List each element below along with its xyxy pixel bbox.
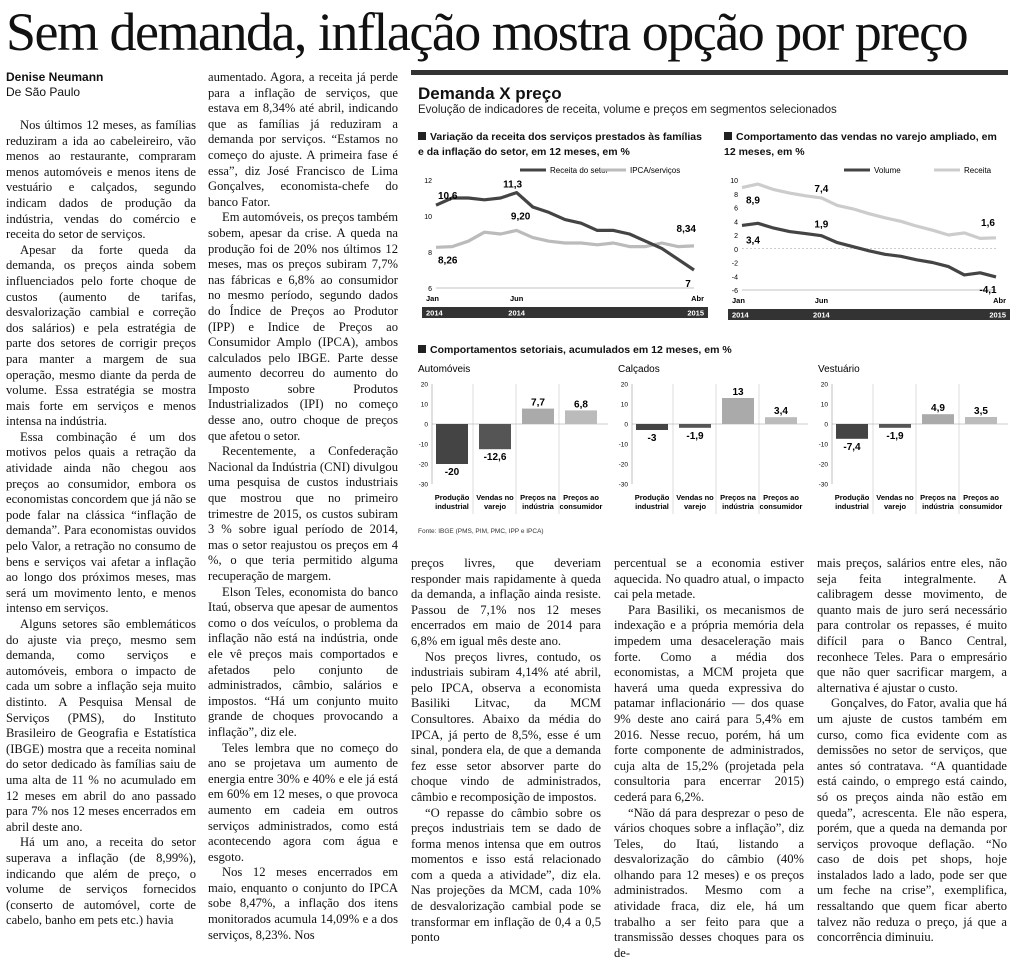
bar	[722, 398, 754, 424]
data-label: 8,26	[438, 255, 458, 267]
category-label: industrial	[435, 502, 469, 511]
y-tick-label: -6	[731, 288, 738, 295]
byline	[6, 70, 196, 100]
data-label: 3,4	[746, 235, 760, 247]
bar	[522, 409, 554, 424]
bar-value-label: -7,4	[843, 441, 861, 453]
category-label: Vendas no	[476, 493, 514, 502]
bar-value-label: -1,9	[686, 430, 704, 442]
paragraph: preços livres, que deveriam responder mais rapidamente à queda da demanda, a inflação ainda resiste. Passou de 7,1% nos 12 meses encerrados em maio de 2014 para 6,8% em igual mês deste ano.	[411, 556, 601, 648]
paragraph: “Não dá para desprezar o peso de vários choques sobre a inflação”, diz Teles, do Itaú, listando a desvalorização do câmbio (40% olhando para 12 meses) e os preços administrados. Mesmo com a atividade fraca, diz ele, há um trabalho a ser feito para que a transmissão desses choques para os de-	[614, 805, 804, 960]
paragraph: Gonçalves, do Fator, avalia que há um ajuste de custos também em curso, como fica evidente com as demissões no setor de serviços, que antes só contratava. “A quantidade está caindo, o emprego está caindo, só os preços ainda não estão em queda”, acrescenta. Ele não espera, porém, que a queda na demanda por serviços provoque deflação. “No caso de dois pet shops, hoje instalados lado a lado, pode ser que um feche na crise”, exemplifica, ressaltando que quem ficar aberto talvez não reduza o preço, já que a concorrência diminuiu.	[817, 696, 1007, 945]
category-label: indústria	[522, 502, 554, 511]
headline: Sem demanda, inflação mostra opção por preço	[6, 2, 968, 62]
category-label: Preços ao	[563, 493, 599, 502]
paragraph: Elson Teles, economista do banco Itaú, observa que apesar de aumentos como o dos veículos, o problema da inflação não está na indústria, onde ele vê preços mais comportados e afetados pelo conjunto de administrados, câmbio, salários e impostos. “Há um conjunto muito grande de choques provocando a inflação”, diz ele.	[208, 584, 398, 739]
year-bar	[728, 309, 1010, 320]
y-tick-label: 8	[428, 250, 432, 257]
x-year-label: 2014	[813, 310, 830, 320]
bar	[765, 417, 797, 424]
y-tick-label: 10	[730, 178, 738, 185]
category-label: indústria	[922, 502, 954, 511]
bar	[922, 414, 954, 424]
y-tick-label: 8	[734, 191, 738, 199]
bar-value-label: 13	[732, 387, 744, 398]
bar-chart-sectors	[418, 360, 1010, 526]
category-label: industrial	[635, 502, 669, 511]
data-label: 1,9	[814, 219, 829, 231]
category-label: Preços ao	[763, 493, 799, 502]
chart-source: Fonte: IBGE (PMS, PIM, PMC, IPP e IPCA)	[418, 528, 544, 535]
y-tick-label: 20	[620, 381, 628, 389]
paragraph: aumentado. Agora, a receita já perde para a inflação de serviços, que estava em 8,34% até abril, indicando que as famílias já reduziram a demanda por serviços. “Estamos no começo do ajuste. A primeira fase é essa”, diz José Francisco de Lima Gonçalves, economista-chefe do banco Fator.	[208, 70, 398, 209]
chart-subtitle: Evolução de indicadores de receita, volume e preços em segmentos selecionados	[418, 104, 837, 116]
category-label: consumidor	[759, 502, 803, 511]
bar-value-label: 6,8	[574, 399, 588, 411]
x-year-label: 2014	[508, 308, 525, 318]
paragraph: Há um ano, a receita do setor superava a inflação (de 8,99%), indicando que além de preço, o volume de serviços fornecidos (conserto de automóvel, corte de cabelo, banho em pets etc.) havia	[6, 835, 196, 928]
category-label: Preços na	[920, 493, 956, 502]
bar-value-label: -3	[647, 433, 657, 444]
column-2	[208, 70, 398, 943]
year-bar	[422, 307, 708, 318]
y-tick-label: 0	[424, 421, 428, 429]
legend-label: Receita do setor	[550, 166, 609, 175]
paragraph: Em automóveis, os preços também sobem, apesar da crise. A queda na produção foi de 20% nos últimos 12 meses, mas os preços subiram 7,7% nas fábricas e 6,8% ao consumidor no mesmo período, segundo dados do Índice de Preços ao Produtor (IPP) e Indice de Preços ao Consumidor Amplo (IPCA), ambos calculados pelo IBGE. Parte desse aumento decorreu do aumento do Imposto sobre Produtos Industrializados (IPI) no começo desse ano, outro choque de preços que afetou o setor.	[208, 210, 398, 443]
x-tick-label: Jan	[732, 296, 745, 305]
y-tick-label: 20	[820, 381, 828, 389]
data-label: -4,1	[979, 284, 997, 296]
y-tick-label: 4	[734, 219, 738, 227]
category-label: consumidor	[959, 502, 1003, 511]
data-label: 7	[685, 279, 691, 290]
paragraph: percentual se a economia estiver aquecida. No quadro atual, o impacto cai pela metade.	[614, 556, 804, 602]
series-line	[742, 223, 996, 277]
legend-label: Receita	[964, 166, 992, 175]
y-tick-label: 10	[820, 401, 828, 409]
paragraph: Nos últimos 12 meses, as famílias reduziram a ida ao cabeleireiro, vão menos ao restaurante, compraram menos automóveis e menos itens de vestuário e calçados, segundo indicam dados de produção da indústria, vendas do comércio e receita do setor de serviços.	[6, 118, 196, 242]
y-tick-label: -4	[731, 274, 738, 282]
category-label: Preços na	[720, 493, 756, 502]
data-label: 10,6	[438, 191, 458, 203]
y-tick-label: 0	[624, 421, 628, 429]
y-tick-label: -20	[818, 461, 828, 469]
category-label: varejo	[883, 502, 907, 511]
y-tick-label: -10	[418, 441, 428, 449]
bar-group-title: Vestuário	[818, 364, 860, 375]
column-1	[6, 70, 196, 929]
category-label: Produção	[434, 493, 470, 502]
y-tick-label: 6	[428, 286, 432, 293]
author-name: Denise Neumann	[6, 70, 104, 84]
data-label: 8,34	[676, 223, 696, 235]
chart-top-rule	[411, 70, 1008, 75]
y-tick-label: 12	[424, 178, 432, 185]
y-tick-label: -20	[618, 461, 628, 469]
bar-group-title: Automóveis	[418, 364, 471, 375]
column-5	[817, 556, 1007, 946]
y-tick-label: -30	[618, 481, 628, 489]
bar	[965, 417, 997, 424]
y-tick-label: 2	[734, 233, 738, 240]
x-year-label: 2014	[426, 308, 443, 318]
y-tick-label: -10	[618, 441, 628, 449]
series-line	[436, 193, 694, 270]
data-label: 7,4	[814, 183, 829, 195]
data-label: 9,20	[510, 211, 531, 223]
bar-value-label: 3,5	[974, 406, 988, 417]
data-label: 11,3	[503, 179, 523, 191]
x-year-label: 2015	[989, 310, 1006, 320]
category-label: Preços na	[520, 493, 556, 502]
category-label: varejo	[683, 502, 707, 511]
y-tick-label: 0	[734, 246, 738, 254]
category-label: indústria	[722, 502, 754, 511]
bar-value-label: -12,6	[483, 452, 507, 464]
line-chart-revenue-vs-inflation	[418, 162, 708, 327]
legend-label: IPCA/serviços	[630, 166, 681, 175]
x-tick-label: Jan	[426, 294, 439, 303]
x-tick-label: Abr	[993, 296, 1006, 305]
data-label: 8,9	[746, 195, 760, 207]
bar-chart-title: Comportamentos setoriais, acumulados em 12 meses, em %	[418, 343, 1008, 358]
bar	[636, 424, 668, 430]
paragraph: mais preços, salários entre eles, não seja feita integralmente. A calibragem desse movimento, de quanto mais de juro será necessário para controlar os repasses, é muito difícil para o Banco Central, reconhece Teles. Para o empresário que não quer sacrificar margem, a alternativa é ajustar o custo.	[817, 556, 1007, 695]
bar	[479, 424, 511, 449]
y-tick-label: 6	[734, 205, 738, 213]
paragraph: “O repasse do câmbio sobre os preços industriais tem se dado de forma menos intensa que em outros momentos e isso está relacionado com a queda a atividade”, diz ela. Nas projeções da MCM, cada 10% de desvalorização cambial pode se transformar em inflação de 0,4 a 0,5 ponto	[411, 805, 601, 945]
paragraph: Nos 12 meses encerrados em maio, enquanto o conjunto do IPCA sobe 8,47%, a inflação dos itens monitorados acumula 14,09% e a dos serviços, 8,23%. Nos	[208, 865, 398, 942]
legend-label: Volume	[874, 166, 901, 175]
bar	[836, 424, 868, 439]
y-tick-label: -2	[731, 260, 738, 268]
x-tick-label: Abr	[691, 294, 704, 303]
y-tick-label: 20	[420, 381, 428, 389]
y-tick-label: 10	[620, 401, 628, 409]
data-label: 1,6	[981, 217, 995, 229]
line-chart-retail-sales	[724, 162, 1010, 327]
category-label: Produção	[834, 493, 870, 502]
line-chart-2-title: Comportamento das vendas no varejo ampliado, em 12 meses, em %	[724, 131, 997, 158]
bar-value-label: 7,7	[531, 397, 545, 409]
x-tick-label: Jun	[814, 296, 829, 305]
author-place: De São Paulo	[6, 85, 81, 99]
y-tick-label: 10	[424, 214, 432, 221]
bar-value-label: 3,4	[774, 406, 788, 418]
category-label: Produção	[634, 493, 670, 502]
paragraph: Alguns setores são emblemáticos do ajuste via preço, mesmo sem demanda, como serviços e automóveis, embora o impacto de cada um sobre a inflação seja muito distinto. A Pesquisa Mensal de Serviços (PMS), do Instituto Brasileiro de Geografia e Estatística (IBGE) mostra que a receita nominal do setor dedicado às famílias saiu de uma alta de 11 % no acumulado em 12 meses em abril do ano passado para 7% nos 12 meses encerrados em abril deste ano.	[6, 617, 196, 834]
chart-main-title: Demanda X preço	[418, 84, 562, 103]
bar	[879, 424, 911, 428]
paragraph: Para Basiliki, os mecanismos de indexação e a própria memória dela impedem uma desaceleração mais forte. Como a média dos economistas, a MCM projeta que haverá uma queda expressiva do patamar inflacionário — dos quase 9% deste ano cairá para 5,4% em 2016. Nesse recuo, porém, há um forte componente de administrados, cuja alta de 15,2% (projetada pela consultoria para encerrar 2015) cederá para 6,2%.	[614, 602, 804, 804]
paragraph: Recentemente, a Confederação Nacional da Indústria (CNI) divulgou uma pesquisa de custos industriais que mostrou que no primeiro trimestre de 2015, os custos subiram 3 % sobre igual período de 2014, mas o setor reajustou os preços em 4 %, o que teria permitido alguma recuperação de margem.	[208, 444, 398, 583]
y-tick-label: -30	[418, 481, 428, 489]
y-tick-label: 10	[420, 401, 428, 409]
category-label: Vendas no	[676, 493, 714, 502]
column-4	[614, 556, 804, 961]
x-year-label: 2014	[732, 310, 749, 320]
column-3	[411, 556, 601, 946]
paragraph: Nos preços livres, contudo, os industriais subiram 4,14% até abril, pelo IPCA, observa a economista Basiliki Litvac, da MCM Consultores. Abaixo da média do IPCA, já perto de 8,5%, esse é um sinal, pondera ela, de que a demanda fez esse setor absorver parte do choque vindo de administrados, câmbio e recomposição de impostos.	[411, 649, 601, 804]
bar	[679, 424, 711, 428]
bar	[436, 424, 468, 464]
bar-group-title: Calçados	[618, 364, 660, 375]
paragraph: Essa combinação é um dos motivos pelos quais a retração da atividade ainda não chegou aos preços ao consumidor, embora os economistas concordem que já não se pode falar na clássica “inflação de demanda”. Para economistas ouvidos pelo Valor, a retração no consumo de bens e serviços vai afetar a inflação ao longo dos próximos meses, mas será um movimento lento, e menos intenso em serviços.	[6, 429, 196, 616]
bar-value-label: -1,9	[886, 430, 904, 442]
paragraph: Apesar da forte queda da demanda, os preços ainda sobem influenciados pelo forte choque de custos (aumento de tarifas, desvalorização cambial e correção dos salários) e pela estratégia de parte dos setores de corrigir preços para manter a margem de sua operação, mesmo diante da perda de volume. Essa estratégia se mostra mais forte em serviços e menos intensa na indústria.	[6, 242, 196, 429]
x-year-label: 2015	[687, 308, 704, 318]
y-tick-label: -10	[818, 441, 828, 449]
y-tick-label: -20	[418, 461, 428, 469]
bar-value-label: -20	[444, 467, 460, 478]
bar	[565, 410, 597, 424]
x-tick-label: Jun	[509, 294, 524, 303]
line-chart-1-title: Variação da receita dos serviços prestados às famílias e da inflação do setor, em 12 meses, em %	[418, 131, 702, 158]
category-label: Vendas no	[876, 493, 914, 502]
paragraph: Teles lembra que no começo do ano se projetava um aumento de energia entre 30% e 40% e ele já está em 60% em 12 meses, o que provoca aumento em cadeia em outros serviços administrados, como está acontecendo agora com água e esgoto.	[208, 740, 398, 864]
category-label: industrial	[835, 502, 869, 511]
category-label: varejo	[483, 502, 507, 511]
category-label: consumidor	[559, 502, 603, 511]
y-tick-label: -30	[818, 481, 828, 489]
y-tick-label: 0	[824, 421, 828, 429]
bar-value-label: 4,9	[931, 403, 945, 415]
category-label: Preços ao	[963, 493, 999, 502]
